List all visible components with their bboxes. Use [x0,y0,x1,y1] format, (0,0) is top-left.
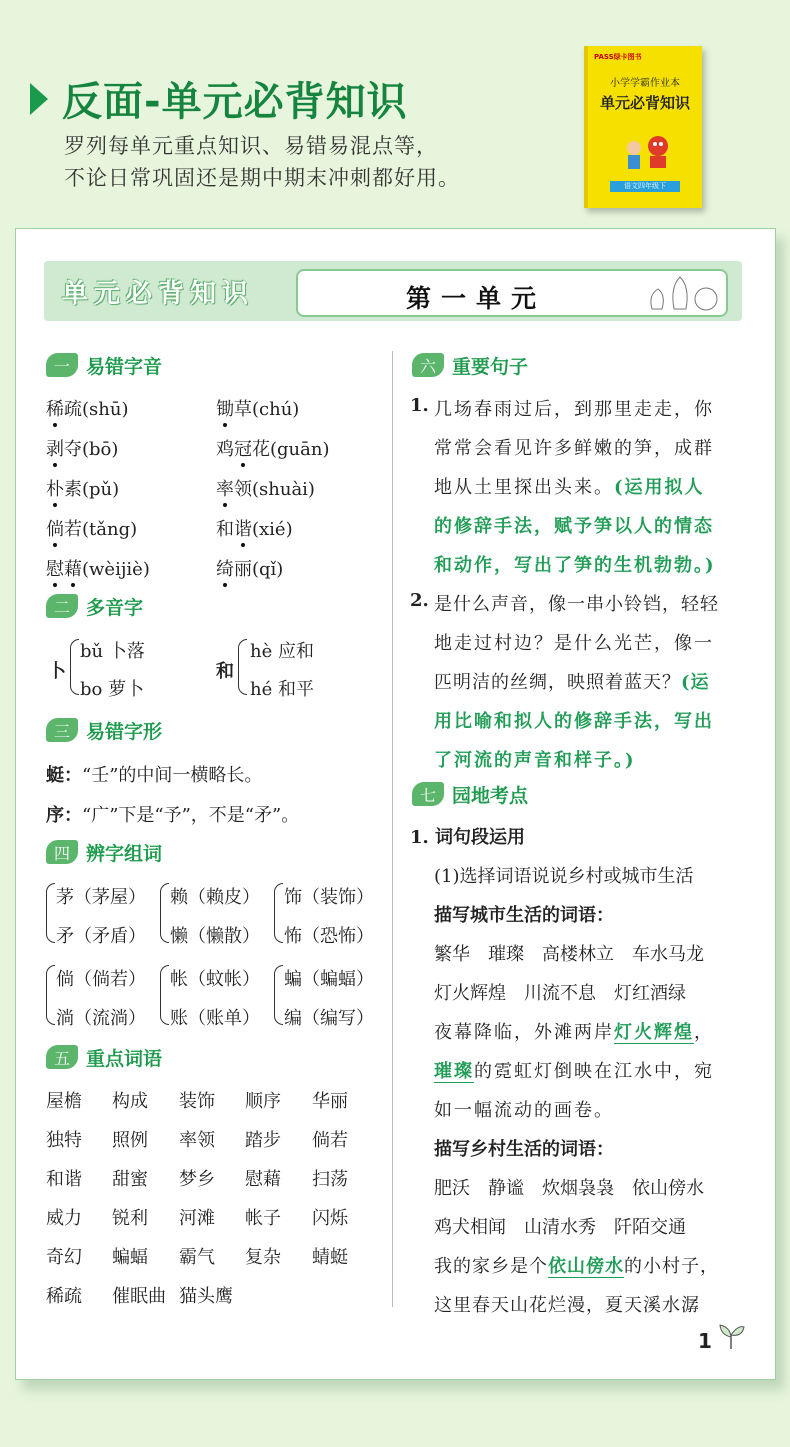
pron-item: 慰藉(wèijiè) [46,559,150,580]
page-number: 1 [698,1329,712,1353]
key-word: 华丽 [312,1091,348,1112]
polyphone-reading: bǔ 卜落 [80,641,145,662]
section-6-title: 重要句子 [452,355,529,378]
section-3-badge: 三 [46,718,78,742]
garden-heading: 1. 词句段运用 [410,827,526,848]
word-group-item: 帐（蚊帐） [170,969,260,990]
key-word: 闪烁 [312,1208,348,1229]
sentence-number: 1. [410,395,429,416]
section-7-header [412,779,528,809]
key-word: 锐利 [112,1208,148,1229]
section-5-badge: 五 [46,1045,78,1069]
polyphone-char: 卜 [48,661,66,682]
unit-title: 第一单元 [406,284,547,313]
word-group-item: 怖（恐怖） [284,926,374,947]
polyphone-reading: hè 应和 [250,641,314,662]
book-cover-image [584,46,702,208]
word-group-item: 编（编写） [284,1008,374,1029]
city-sentence: 璀璨的霓虹灯倒映在江水中，宛 [434,1061,714,1082]
village-sentence: 我的家乡是个依山傍水的小村子， [434,1256,719,1277]
city-sentence: 如一幅流动的画卷。 [434,1100,614,1121]
key-word: 扫荡 [312,1169,348,1190]
key-word: 蝙蝠 [112,1247,148,1268]
sprout-icon [716,1321,746,1351]
key-word: 独特 [46,1130,82,1151]
sentence-line: 常常会看见许多鲜嫩的笋，成群 [434,438,714,459]
sentence-line: 几场春雨过后，到那里走走，你 [434,399,714,420]
key-word: 稀疏 [46,1286,82,1307]
section-1-badge: 一 [46,353,78,377]
key-word: 奇幻 [46,1247,82,1268]
city-sentence: 夜幕降临，外滩两岸灯火辉煌， [434,1022,714,1043]
unit-banner [44,261,742,321]
polyphone-char: 和 [216,661,234,682]
pron-item: 倘若(tǎng) [46,519,138,540]
village-words: 鸡犬相闻 山清水秀 阡陌交通 [434,1217,686,1238]
word-group-item: 倘（倘若） [56,969,146,990]
section-1-title: 易错字音 [86,355,163,378]
key-word: 踏步 [245,1130,281,1151]
word-group-item: 懒（懒散） [170,926,260,947]
key-word: 甜蜜 [112,1169,148,1190]
key-word: 慰藉 [245,1169,281,1190]
pron-item: 锄草(chú) [216,399,300,420]
vegetables-doodle-icon [644,271,724,313]
polyphone-reading: bo 萝卜 [80,679,145,700]
key-word: 屋檐 [46,1091,82,1112]
word-group-item: 矛（矛盾） [56,926,146,947]
word-group-item: 账（账单） [170,1008,260,1029]
sentence-note: 的修辞手法，赋予笋以人的情态 [434,516,714,537]
brace [70,639,79,695]
brace [238,639,247,695]
key-word: 构成 [112,1091,148,1112]
key-word: 复杂 [245,1247,281,1268]
city-words: 繁华 璀璨 高楼林立 车水马龙 [434,944,704,965]
pron-item: 和谐(xié) [216,519,293,540]
village-words: 肥沃 静谧 炊烟袅袅 依山傍水 [434,1178,704,1199]
section-7-badge: 七 [412,782,444,806]
section-5-title: 重点词语 [86,1047,163,1070]
section-3-title: 易错字形 [86,720,163,743]
key-word: 顺序 [245,1091,281,1112]
key-word: 梦乡 [179,1169,215,1190]
pron-item: 朴素(pǔ) [46,479,120,500]
sentence-number: 2. [410,590,429,611]
section-1-header [46,350,162,380]
book-title: 单元必背知识 [599,94,690,112]
brace [160,883,169,943]
column-divider [392,351,393,1307]
play-triangle-icon [30,83,48,115]
sentence-note: 和动作，写出了笋的生机勃勃。) [434,555,716,576]
sentence-line: 是什么声音，像一串小铃铛，轻轻 [434,594,719,615]
promo-title [30,70,408,127]
word-group-item: 赖（赖皮） [170,887,260,908]
section-6-header [412,350,528,380]
shape-note: 蜓：“壬”的中间一横略长。 [46,765,263,786]
key-word: 率领 [179,1130,215,1151]
book-brand: PASS绿卡图书 [594,53,642,61]
book-series: 小学学霸作业本 [610,78,680,89]
book-illustration-icon [618,132,674,172]
brace [46,883,55,943]
section-3-header [46,715,162,745]
section-6-badge: 六 [412,353,444,377]
key-word: 霸气 [179,1247,215,1268]
brace [160,965,169,1025]
key-word: 帐子 [245,1208,281,1229]
word-group-item: 蝙（蝙蝠） [284,969,374,990]
shape-note: 序：“广”下是“予”，不是“矛”。 [46,805,300,826]
key-word: 河滩 [179,1208,215,1229]
village-words-heading: 描写乡村生活的词语： [434,1139,614,1160]
word-group-item: 饰（装饰） [284,887,374,908]
banner-label: 单元必背知识 [62,279,255,309]
promo-subtitle-2: 不论日常巩固还是期中期末冲刺都好用。 [64,166,460,190]
section-2-title: 多音字 [86,596,144,619]
key-word: 威力 [46,1208,82,1229]
pron-item: 鸡冠花(guān) [216,439,330,460]
garden-question: (1)选择词语说说乡村或城市生活 [434,866,694,887]
key-word: 催眠曲 [112,1286,166,1307]
pron-item: 剥夺(bō) [46,439,119,460]
sentence-line: 地走过村边？是什么光芒，像一 [434,633,714,654]
polyphone-reading: hé 和平 [250,679,314,700]
sentence-note: 用比喻和拟人的修辞手法，写出 [434,711,714,732]
sentence-line: 地从土里探出头来。(运用拟人 [434,477,705,498]
section-5-header [46,1042,162,1072]
section-7-title: 园地考点 [452,784,529,807]
key-word: 猫头鹰 [179,1286,233,1307]
book-grade-tag: 语文四年级下 [610,181,680,192]
key-word: 照例 [112,1130,148,1151]
pron-item: 绮丽(qǐ) [216,559,284,580]
city-words: 灯火辉煌 川流不息 灯红酒绿 [434,983,686,1004]
section-4-badge: 四 [46,840,78,864]
section-2-header [46,591,143,621]
pron-item: 稀疏(shū) [46,399,129,420]
sentence-line: 匹明洁的丝绸，映照着蓝天？(运 [434,672,710,693]
word-group-item: 茅（茅屋） [56,887,146,908]
brace [46,965,55,1025]
pron-item: 率领(shuài) [216,479,315,500]
brace [274,965,283,1025]
section-4-title: 辨字组词 [86,842,163,865]
section-4-header [46,837,162,867]
key-word: 倘若 [312,1130,348,1151]
brace [274,883,283,943]
workbook-page [15,228,776,1380]
promo-subtitle-1: 罗列每单元重点知识、易错易混点等， [64,134,438,158]
key-word: 装饰 [179,1091,215,1112]
key-word: 蜻蜓 [312,1247,348,1268]
city-words-heading: 描写城市生活的词语： [434,905,614,926]
promo-heading: 反面-单元必背知识 [62,79,408,125]
sentence-note: 了河流的声音和样子。) [434,750,636,771]
section-2-badge: 二 [46,594,78,618]
key-word: 和谐 [46,1169,82,1190]
village-sentence: 这里春天山花烂漫，夏天溪水潺 [434,1295,700,1316]
word-group-item: 淌（流淌） [56,1008,146,1029]
